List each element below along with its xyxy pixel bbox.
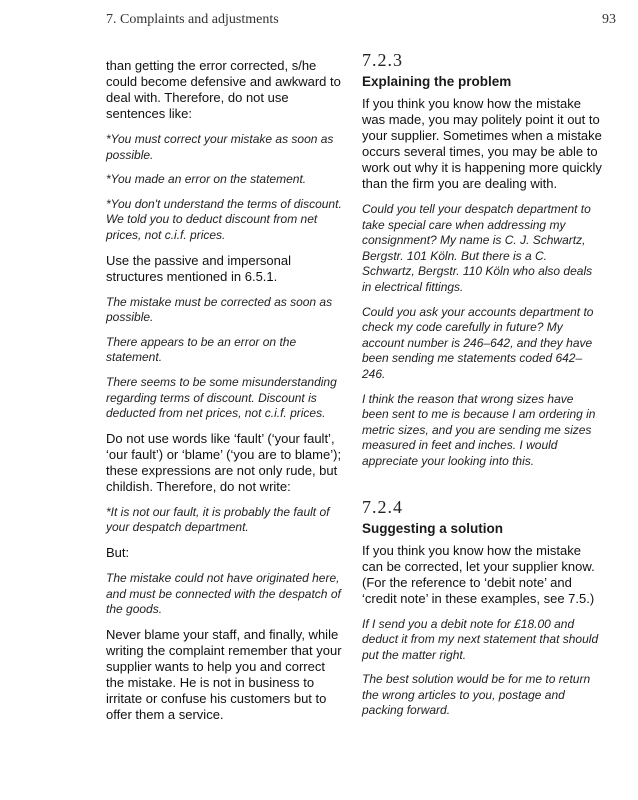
example-sentence: Could you tell your despatch department to take special care when addressing my consignment? My name is C. J. Schwartz, Bergstr. 101 Köln. But there is a C. Schwartz, Bergstr. 110 Köln who also deals in electrical fittings. <box>362 202 593 294</box>
section-number: 7.2.3 <box>362 50 403 70</box>
example-sentence: If I send you a debit note for £18.00 and deduct it from my next statement that should put the matter right. <box>362 616 599 662</box>
body-paragraph: Never blame your staff, and finally, while writing the complaint remember that your supplier wants to help you and correct the mistake. He is not in business to irritate or confuse his customers but to offer them a service. <box>106 626 342 722</box>
page-number: 93 <box>602 12 616 27</box>
example-sentence: *You made an error on the statement. <box>106 172 307 187</box>
example-sentence: The mistake could not have originated here, and must be connected with the despatch of the goods. <box>106 570 341 617</box>
example-sentence: There appears to be an error on the statement. <box>106 334 297 365</box>
section-7-2-4 <box>362 497 602 720</box>
body-paragraph: If you think you know how the mistake can be corrected, let your supplier know. (For the reference to ‘debit note’ and ‘credit note’ in these examples, see 7.5.) <box>362 542 595 606</box>
example-sentence: Could you ask your accounts department to check my code carefully in future? My account number is 246–642, and they have been sending me statements coded 642–246. <box>362 304 594 381</box>
section-title: Explaining the problem <box>362 74 512 89</box>
example-sentence: I think the reason that wrong sizes have been sent to me is because I am ordering in metric sizes, and you are sending me sizes measured in feet and inches. I would appreciate your looking into this. <box>362 391 596 468</box>
example-sentence: *You must correct your mistake as soon as possible. <box>106 132 334 162</box>
body-paragraph: than getting the error corrected, s/he could become defensive and awkward to deal with. Therefore, do not use sentences like: <box>106 58 341 121</box>
example-sentence: The mistake must be corrected as soon as possible. <box>106 294 333 325</box>
left-column <box>106 58 342 733</box>
section-number: 7.2.4 <box>362 496 403 517</box>
chapter-title: 7. Complaints and adjustments <box>106 12 279 27</box>
body-paragraph: Use the passive and impersonal structures mentioned in 6.5.1. <box>106 252 291 284</box>
example-sentence: The best solution would be for me to return the wrong articles to you, postage and packing forward. <box>362 672 591 718</box>
section-7-2-3 <box>362 50 602 470</box>
body-paragraph: If you think you know how the mistake was made, you may politely point it out to your supplier. Sometimes when a mistake occurs several times, you may be able to work out why it is happening more quickly than the firm you are dealing with. <box>362 96 602 191</box>
example-sentence: *It is not our fault, it is probably the fault of your despatch department. <box>106 504 330 535</box>
right-column <box>362 50 602 728</box>
body-paragraph: Do not use words like ‘fault’ (‘your fault’, ‘our fault’) or ‘blame’ (‘you are to blame’); these expressions are not only rude, but childish. Therefore, do not write: <box>106 430 342 494</box>
example-sentence: There seems to be some misunderstanding regarding terms of discount. Discount is deducted from net prices, not c.i.f. prices. <box>106 374 337 421</box>
example-sentence: *You don't understand the terms of discount. We told you to deduct discount from net prices, not c.i.f. prices. <box>106 196 342 242</box>
page-header <box>0 0 638 40</box>
section-title: Suggesting a solution <box>362 520 503 536</box>
body-paragraph: But: <box>106 544 130 560</box>
